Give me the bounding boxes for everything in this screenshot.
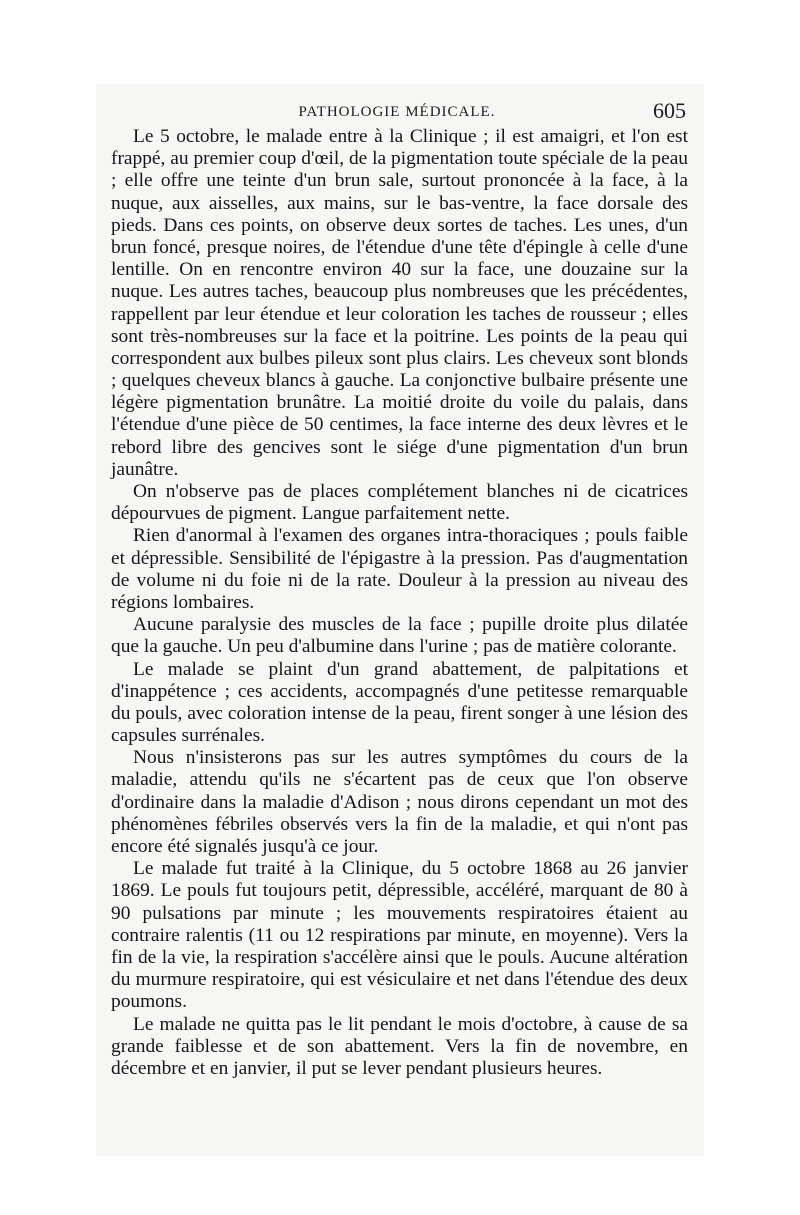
paragraph: Aucune paralysie des muscles de la face ; pupille droite plus dilatée que la gauche. Un peu d'albumine dans l'urine ; pas de matière colorante. — [111, 614, 688, 658]
running-title: PATHOLOGIE MÉDICALE. — [298, 104, 496, 120]
paragraph: Le malade se plaint d'un grand abattement, de palpitations et d'inappétence ; ces accidents, accompagnés d'une petitesse remarquable du pouls, avec coloration intense de la peau, firent songer à une lésion des capsules surrénales. — [111, 658, 688, 747]
page-number: 605 — [653, 98, 686, 123]
page-header — [108, 98, 686, 126]
paragraph: Le 5 octobre, le malade entre à la Clinique ; il est amaigri, et l'on est frappé, au premier coup d'œil, de la pigmentation toute spéciale de la peau ; elle offre une teinte d'un brun sale, surtout prononcée à la face, à la nuque, aux aisselles, aux mains, sur le bas-ventre, la face dorsale des pieds. Dans ces points, on observe deux sortes de taches. Les unes, d'un brun foncé, presque noires, de l'étendue d'une tête d'épingle à celle d'une lentille. On en rencontre environ 40 sur la face, une douzaine sur la nuque. Les autres taches, beaucoup plus nombreuses que les précédentes, rappellent par leur étendue et leur coloration les taches de rousseur ; elles sont très-nombreuses sur la face et la poitrine. Les points de la peau qui correspondent aux bulbes pileux sont plus clairs. Les cheveux sont blonds ; quelques cheveux blancs à gauche. La conjonctive bulbaire présente une légère pigmentation brunâtre. La moitié droite du voile du palais, dans l'étendue d'une pièce de 50 centimes, la face interne des deux lèvres et le rebord libre des gencives sont le siége d'une pigmentation d'un brun jaunâtre. — [111, 126, 688, 480]
paragraph: On n'observe pas de places complétement blanches ni de cicatrices dépourvues de pigment. Langue parfaitement nette. — [111, 481, 688, 525]
paragraph: Rien d'anormal à l'examen des organes intra-thoraciques ; pouls faible et dépressible. Sensibilité de l'épigastre à la pression. Pas d'augmentation de volume ni du foie ni de la rate. Douleur à la pression au niveau des régions lombaires. — [111, 525, 688, 613]
paragraph: Nous n'insisterons pas sur les autres symptômes du cours de la maladie, attendu qu'ils ne s'écartent pas de ceux que l'on observe d'ordinaire dans la maladie d'Adison ; nous dirons cependant un mot des phénomènes fébriles observés vers la fin de la maladie, et qui n'ont pas encore été signalés jusqu'à ce jour. — [111, 747, 688, 857]
paragraph: Le malade fut traité à la Clinique, du 5 octobre 1868 au 26 janvier 1869. Le pouls fut toujours petit, dépressible, accéléré, marquant de 80 à 90 pulsations par minute ; les mouvements respiratoires étaient au contraire ralentis (11 ou 12 respirations par minute, en moyenne). Vers la fin de la vie, la respiration s'accélère ainsi que le pouls. Aucune altération du murmure respiratoire, qui est vésiculaire et net dans l'étendue des deux poumons. — [111, 858, 688, 1013]
body-text — [111, 126, 688, 1080]
paragraph: Le malade ne quitta pas le lit pendant le mois d'octobre, à cause de sa grande faiblesse et de son abattement. Vers la fin de novembre, en décembre et en janvier, il put se lever pendant plusieurs heures. — [111, 1013, 688, 1079]
